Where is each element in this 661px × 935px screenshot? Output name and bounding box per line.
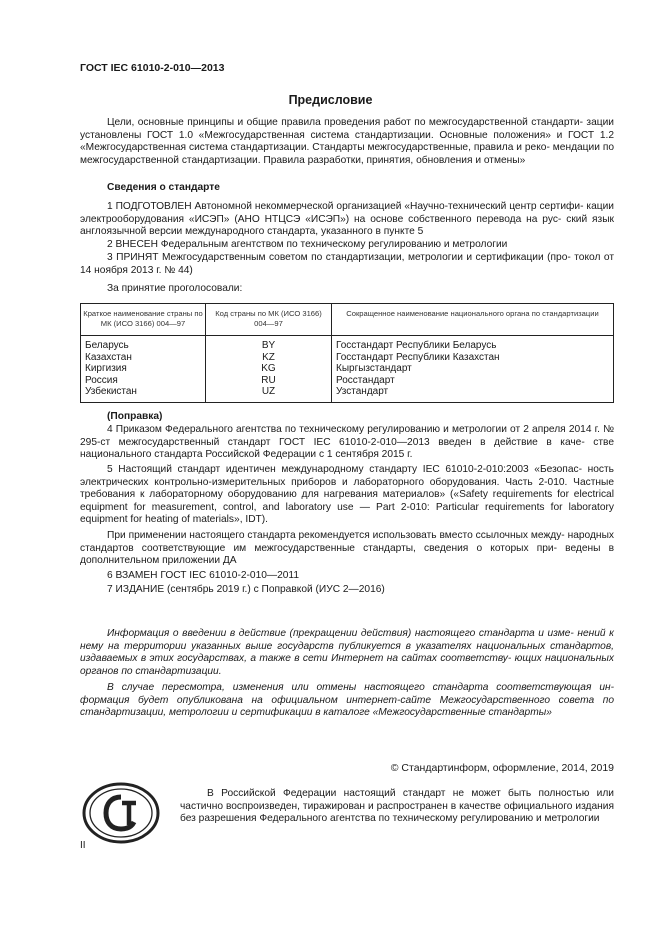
item-5: 5 Настоящий стандарт идентичен международному стандарту IEC 61010-2-010:2003 «Безопас- ность электрических контрольно-измерительных приборов и лабораторного оборудования. Часть 2-010. Частные требования к лабораторному оборудованию для нагревания материалов» («Safety requirements for electrical equipment for measurement, control, and laboratory use — Part 2-010: Particular requirements for laboratory equipment for heating of materials», IDT). (80, 464, 614, 526)
item-1: 1 ПОДГОТОВЛЕН Автономной некоммерческой организацией «Научно-технический центр сертифи- кации электрооборудования «ИСЭП» (АНО НТЦСЭ «ИСЭП») на основе собственного перевода на рус- ский язык англоязычной версии международного стандарта, указанного в пункте 5 (80, 201, 614, 238)
voted-label: За принятие проголосовали: (107, 283, 243, 294)
item-6: 6 ВЗАМЕН ГОСТ IEC 61010-2-010—2011 (107, 570, 299, 581)
reproduction-notice: В Российской Федерации настоящий стандарт не может быть полностью или частично воспроизведен, тиражирован и распространен в качестве официального издания без разрешения Федерального агентства по техническому регулированию и метрологии (180, 788, 614, 825)
page-title: Предисловие (288, 93, 373, 107)
table-row: Киргизия KG Кыргызстандарт (81, 363, 614, 375)
copyright: © Стандартинформ, оформление, 2014, 2019 (390, 762, 614, 774)
voting-table (80, 303, 614, 403)
intro-text: Цели, основные принципы и общие правила проведения работ по межгосударственной стандарти- зации установлены ГОСТ 1.0 «Межгосударственная система стандартизации. Основные положения» и ГОСТ 1.2 «Межгосударственная система стандартизации. Стандарты межгосударственные, правила и реко- мендации по межгосударственной стандартизации. Правила разработки, принятия, обновления и отмены» (80, 117, 614, 166)
info-heading: Сведения о стандарте (107, 182, 220, 193)
table-header-body: Сокращенное наименование национального органа по стандартизации (332, 304, 614, 336)
document-code-header: ГОСТ IEC 61010-2-010—2013 (80, 62, 225, 74)
rst-certification-mark-icon (81, 781, 161, 850)
info-italic-2: В случае пересмотра, изменения или отмены настоящего стандарта соответствующая ин- формация будет опубликована на официальном интернет-сайте Межгосударственного совета по стандартизации, метрологии и сертификации в каталоге «Межгосударственные стандарты» (80, 682, 614, 719)
intro-paragraph (80, 117, 614, 167)
table-header-code: Код страны по МК (ИСО 3166) 004—97 (206, 304, 332, 336)
item-5-note: При применении настоящего стандарта рекомендуется использовать вместо ссылочных между- народных стандартов соответствующие им межгосударственные стандарты, сведения о которых при- ведены в дополнительном приложении ДА (80, 530, 614, 567)
item-7: 7 ИЗДАНИЕ (сентябрь 2019 г.) с Поправкой (ИУС 2—2016) (107, 584, 385, 595)
item-2: 2 ВНЕСЕН Федеральным агентством по техническому регулированию и метрологии (107, 239, 508, 250)
table-row: Казахстан KZ Госстандарт Республики Казахстан (81, 352, 614, 364)
table-header-country: Краткое наименование страны по МК (ИСО 3166) 004—97 (81, 304, 206, 336)
item-4: 4 Приказом Федерального агентства по техническому регулированию и метрологии от 2 апреля 2014 г. № 295-ст межгосударственный стандарт ГОСТ IEC 61010-2-010—2013 введен в действие в каче- стве национального стандарта Российской Федерации с 1 сентября 2015 г. (80, 424, 614, 461)
table-row: Узбекистан UZ Узстандарт (81, 386, 614, 402)
table-row: Россия RU Росстандарт (81, 375, 614, 387)
table-row: Беларусь BY Госстандарт Республики Беларусь (81, 336, 614, 352)
page-number: II (80, 840, 86, 851)
item-3: 3 ПРИНЯТ Межгосударственным советом по стандартизации, метрологии и сертификации (про- токол от 14 ноября 2013 г. № 44) (80, 252, 614, 276)
amendment-heading: (Поправка) (107, 411, 163, 422)
info-italic-1: Информация о введении в действие (прекращении действия) настоящего стандарта и изме- нений к нему на территории указанных выше государств публикуется в указателях национальных стандартов, издаваемых в этих государствах, а также в сети Интернет на сайтах соответству- ющих национальных органов по стандартизации. (80, 628, 614, 677)
